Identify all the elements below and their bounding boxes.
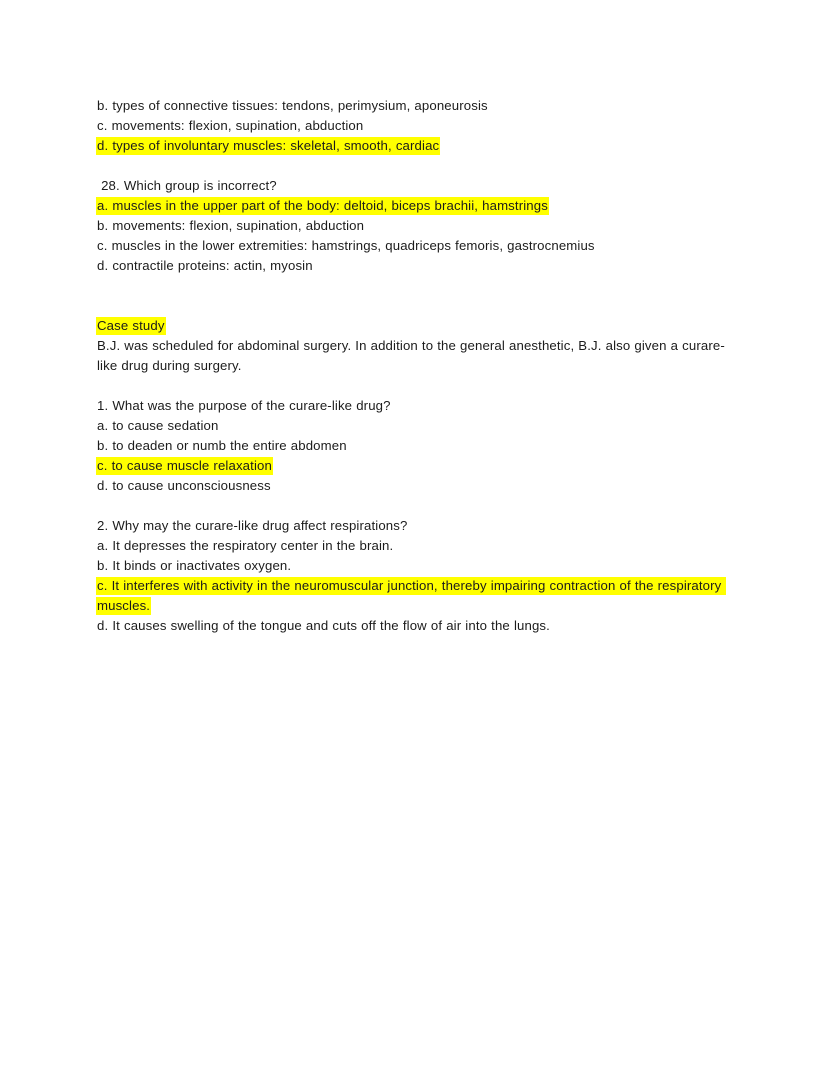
text-line xyxy=(97,216,729,236)
line-text: c. muscles in the lower extremities: hamstrings, quadriceps femoris, gastrocnemius xyxy=(97,238,595,253)
text-line xyxy=(97,536,729,556)
line-text: b. It binds or inactivates oxygen. xyxy=(97,558,292,573)
line-text: d. types of involuntary muscles: skeletal, smooth, cardiac xyxy=(97,138,440,153)
line-text: d. It causes swelling of the tongue and cuts off the flow of air into the lungs. xyxy=(97,618,550,633)
line-text: d. to cause unconsciousness xyxy=(97,478,271,493)
text-line-highlighted xyxy=(97,456,729,476)
blank-line xyxy=(97,376,729,396)
line-text: 28. Which group is incorrect? xyxy=(97,178,277,193)
text-line xyxy=(97,416,729,436)
line-text: B.J. was scheduled for abdominal surgery. In addition to the general anesthetic, B.J. also given a curare-like drug during surgery. xyxy=(97,338,725,373)
question-28-stem xyxy=(97,176,729,196)
document-text-body xyxy=(97,96,729,636)
case-question-1-stem xyxy=(97,396,729,416)
line-text: c. movements: flexion, supination, abduction xyxy=(97,118,364,133)
text-line xyxy=(97,616,729,636)
text-line-highlighted xyxy=(97,196,729,216)
line-text: a. muscles in the upper part of the body: deltoid, biceps brachii, hamstrings xyxy=(97,198,548,213)
case-study-heading xyxy=(97,316,729,336)
text-block-q27-options xyxy=(97,96,729,156)
text-line xyxy=(97,476,729,496)
line-text: b. to deaden or numb the entire abdomen xyxy=(97,438,347,453)
text-line xyxy=(97,436,729,456)
case-study-paragraph xyxy=(97,336,729,376)
text-line xyxy=(97,556,729,576)
text-line-highlighted xyxy=(97,576,729,616)
blank-line xyxy=(97,496,729,516)
line-text: c. to cause muscle relaxation xyxy=(97,458,272,473)
line-text: 2. Why may the curare-like drug affect respirations? xyxy=(97,518,408,533)
text-line xyxy=(97,236,729,256)
text-block-case-study-heading xyxy=(97,316,729,336)
text-block-case-question-1 xyxy=(97,396,729,496)
text-line xyxy=(97,116,729,136)
line-text: a. to cause sedation xyxy=(97,418,219,433)
blank-line xyxy=(97,156,729,176)
blank-lines xyxy=(97,276,729,316)
case-question-2-stem xyxy=(97,516,729,536)
line-text: 1. What was the purpose of the curare-like drug? xyxy=(97,398,391,413)
text-line xyxy=(97,256,729,276)
line-text: a. It depresses the respiratory center in the brain. xyxy=(97,538,394,553)
line-text: c. It interferes with activity in the neuromuscular junction, thereby impairing contraction of the respiratory muscles. xyxy=(97,578,726,613)
text-block-case-question-2 xyxy=(97,516,729,636)
line-text: Case study xyxy=(97,318,165,333)
line-text: d. contractile proteins: actin, myosin xyxy=(97,258,313,273)
text-block-question-28 xyxy=(97,176,729,276)
text-block-case-study-paragraph xyxy=(97,336,729,376)
line-text: b. movements: flexion, supination, abduction xyxy=(97,218,365,233)
line-text: b. types of connective tissues: tendons, perimysium, aponeurosis xyxy=(97,98,488,113)
text-line xyxy=(97,96,729,116)
text-line-highlighted xyxy=(97,136,729,156)
